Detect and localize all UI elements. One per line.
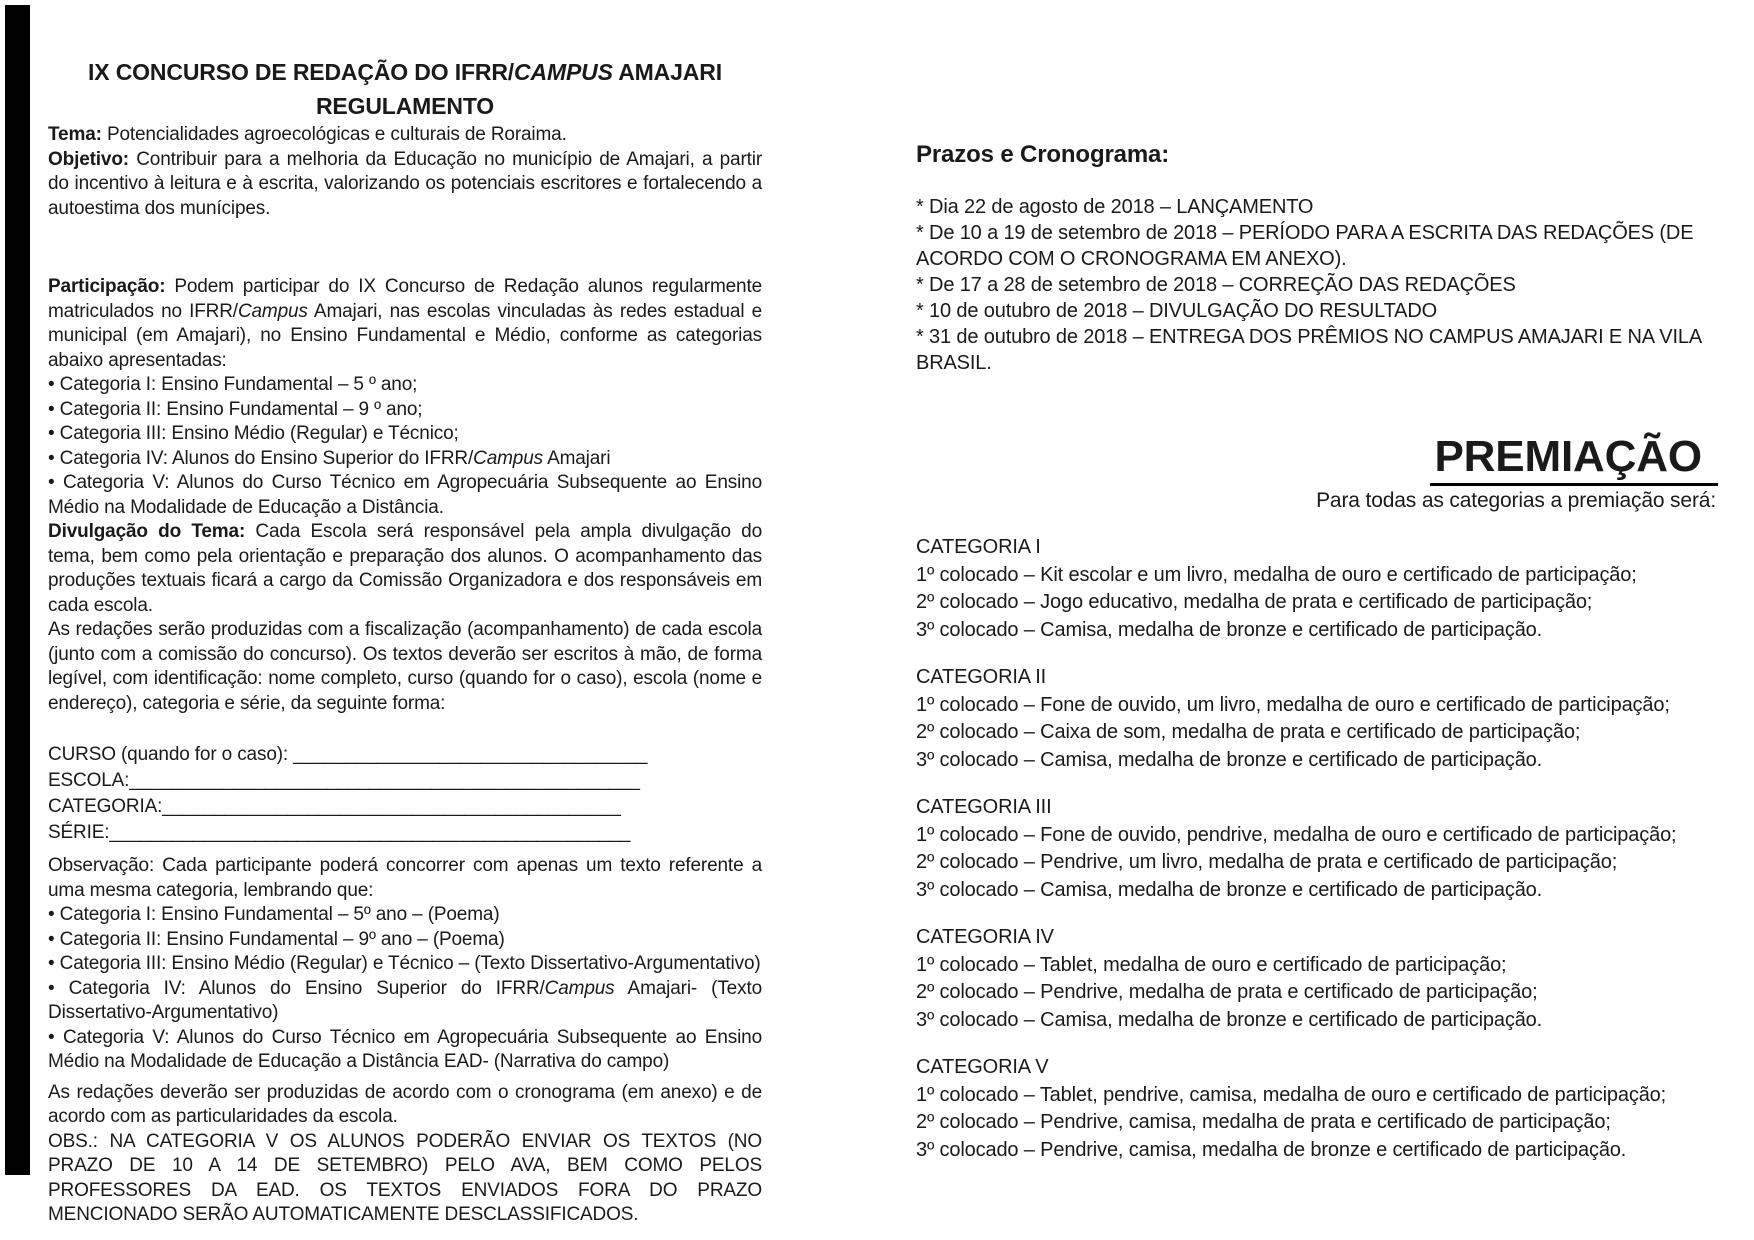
observacao-bullet-1: • Categoria I: Ensino Fundamental – 5º ano – (Poema) <box>48 904 500 925</box>
participacao-bullet-4: • Categoria IV: Alunos do Ensino Superior do IFRR/Campus Amajari <box>48 447 611 469</box>
categoria-iv-prize-3: 3º colocado – Camisa, medalha de bronze e certificado de participação. <box>916 1008 1543 1031</box>
participacao-bullet-3: • Categoria III: Ensino Médio (Regular) e Técnico; <box>48 423 459 444</box>
categoria-iii-title: CATEGORIA III <box>916 796 1052 818</box>
document-title-line2: REGULAMENTO <box>315 93 495 119</box>
final-section <box>48 1081 762 1228</box>
categoria-block-v <box>916 1054 1718 1164</box>
prazos-heading: Prazos e Cronograma: <box>916 141 1170 168</box>
premiacao-title: PREMIAÇÃO <box>916 432 1718 482</box>
premiacao-header <box>916 432 1718 514</box>
observacao-bullet-2: • Categoria II: Ensino Fundamental – 9º ano – (Poema) <box>48 928 505 950</box>
categoria-i-title: CATEGORIA I <box>916 536 1041 558</box>
categoria-v-title: CATEGORIA V <box>916 1056 1049 1078</box>
participacao-paragraph: Participação: Podem participar do IX Concurso de Redação alunos regularmente matriculados no IFRR/Campus Amajari, nas escolas vinculadas às redes estadual e municipal (em Amajari), no Ensino Fundamental e Médio, conforme as categorias abaixo apresentadas: <box>48 276 762 371</box>
prazos-item-4: * 10 de outubro de 2018 – DIVULGAÇÃO DO RESULTADO <box>916 300 1438 322</box>
cronograma-note-paragraph: As redações deverão ser produzidas de acordo com o cronograma (em anexo) e de acordo com as particularidades da escola. <box>48 1081 762 1127</box>
producao-paragraph: As redações serão produzidas com a fiscalização (acompanhamento) de cada escola (junto com a comissão do concurso). Os textos deverão ser escritos à mão, de forma legível, com identificação: nome completo, curso (quando for o caso), escola (nome e endereço), categoria e série, da seguinte forma: <box>48 619 762 714</box>
categoria-ii-title: CATEGORIA II <box>916 666 1047 688</box>
categoria-iii-prize-3: 3º colocado – Camisa, medalha de bronze e certificado de participação. <box>916 878 1543 901</box>
participacao-section <box>48 275 762 520</box>
observacao-paragraph: Observação: Cada participante poderá concorrer com apenas um texto referente a uma mesma categoria, lembrando que: <box>48 855 762 901</box>
categoria-block-ii <box>916 664 1718 774</box>
participacao-bullet-5: • Categoria V: Alunos do Curso Técnico em Agropecuária Subsequente ao Ensino Médio na Modalidade de Educação a Distância. <box>48 472 762 518</box>
observacao-section <box>48 854 762 1075</box>
participacao-bullet-1: • Categoria I: Ensino Fundamental – 5 º ano; <box>48 374 418 395</box>
categoria-iv-title: CATEGORIA IV <box>916 926 1054 948</box>
categoria-i-prize-3: 3º colocado – Camisa, medalha de bronze e certificado de participação. <box>916 618 1543 641</box>
categoria-iv-prize-1: 1º colocado – Tablet, medalha de ouro e certificado de participação; <box>916 953 1507 976</box>
categoria-block-iii <box>916 794 1718 904</box>
participacao-bullet-2: • Categoria II: Ensino Fundamental – 9 º ano; <box>48 398 423 420</box>
prazos-list <box>916 194 1718 376</box>
form-line-serie: SÉRIE:__________________________________________________ <box>48 822 631 843</box>
left-edge-scan-bar <box>5 5 30 1175</box>
prazos-item-3: * De 17 a 28 de setembro de 2018 – CORREÇÃO DAS REDAÇÕES <box>916 274 1516 296</box>
categoria-iii-prize-1: 1º colocado – Fone de ouvido, pendrive, medalha de ouro e certificado de participação; <box>916 823 1677 846</box>
prazos-item-5: * 31 de outubro de 2018 – ENTREGA DOS PRÊMIOS NO CAMPUS AMAJARI E NA VILA BRASIL. <box>916 326 1701 374</box>
document-title <box>48 55 762 123</box>
categoria-ii-prize-1: 1º colocado – Fone de ouvido, um livro, medalha de ouro e certificado de participação; <box>916 693 1670 716</box>
divulgacao-paragraph: Divulgação do Tema: Cada Escola será responsável pela ampla divulgação do tema, bem como pela orientação e preparação dos alunos. O acompanhamento das produções textuais ficará a cargo da Comissão Organizadora e dos responsáveis em cada escola. <box>48 521 762 616</box>
identification-form <box>48 742 762 846</box>
premiacao-subtitle: Para todas as categorias a premiação será: <box>1316 489 1716 512</box>
left-column <box>48 55 762 1228</box>
observacao-bullet-5: • Categoria V: Alunos do Curso Técnico em Agropecuária Subsequente ao Ensino Médio na Modalidade de Educação a Distância EAD- (Narrativa do campo) <box>48 1026 762 1072</box>
prazos-item-1: * Dia 22 de agosto de 2018 – LANÇAMENTO <box>916 196 1314 218</box>
objetivo-paragraph: Objetivo: Contribuir para a melhoria da Educação no município de Amajari, a partir do incentivo à leitura e à escrita, valorizando os potenciais escritores e fortalecendo a autoestima dos munícipes. <box>48 148 762 219</box>
categoria-v-prize-3: 3º colocado – Pendrive, camisa, medalha de bronze e certificado de participação. <box>916 1138 1627 1161</box>
form-line-escola: ESCOLA:_________________________________________________ <box>48 770 640 791</box>
obs-paragraph: OBS.: NA CATEGORIA V OS ALUNOS PODERÃO ENVIAR OS TEXTOS (NO PRAZO DE 10 A 14 DE SETEMBRO) PELO AVA, BEM COMO PELOS PROFESSORES DA EAD. OS TEXTOS ENVIADOS FORA DO PRAZO MENCIONADO SERÃO AUTOMATICAMENTE DESCLASSIFICADOS. <box>48 1130 762 1225</box>
observacao-bullet-3: • Categoria III: Ensino Médio (Regular) e Técnico – (Texto Dissertativo-Argumentativo) <box>48 953 761 974</box>
categoria-v-prize-1: 1º colocado – Tablet, pendrive, camisa, medalha de ouro e certificado de participação; <box>916 1083 1667 1106</box>
categoria-i-prize-2: 2º colocado – Jogo educativo, medalha de prata e certificado de participação; <box>916 591 1593 613</box>
tema-paragraph: Tema: Potencialidades agroecológicas e culturais de Roraima. <box>48 124 567 145</box>
document-title-line1: IX CONCURSO DE REDAÇÃO DO IFRR/CAMPUS AMAJARI <box>88 59 722 85</box>
categoria-ii-prize-3: 3º colocado – Camisa, medalha de bronze e certificado de participação. <box>916 748 1543 771</box>
prazos-item-2: * De 10 a 19 de setembro de 2018 – PERÍODO PARA A ESCRITA DAS REDAÇÕES (DE ACORDO COM O CRONOGRAMA EM ANEXO). <box>916 222 1694 270</box>
observacao-bullet-4: • Categoria IV: Alunos do Ensino Superior do IFRR/Campus Amajari- (Texto Dissertativo-Argumentativo) <box>48 977 762 1023</box>
categoria-ii-prize-2: 2º colocado – Caixa de som, medalha de prata e certificado de participação; <box>916 721 1581 743</box>
form-line-curso: CURSO (quando for o caso): __________________________________ <box>48 744 648 765</box>
categoria-v-prize-2: 2º colocado – Pendrive, camisa, medalha de prata e certificado de participação; <box>916 1111 1611 1133</box>
right-column <box>916 140 1718 1164</box>
categoria-iii-prize-2: 2º colocado – Pendrive, um livro, medalha de prata e certificado de participação; <box>916 851 1618 873</box>
form-line-categoria: CATEGORIA:____________________________________________ <box>48 796 621 817</box>
categoria-block-iv <box>916 924 1718 1034</box>
categoria-i-prize-1: 1º colocado – Kit escolar e um livro, medalha de ouro e certificado de participação; <box>916 563 1637 586</box>
categoria-iv-prize-2: 2º colocado – Pendrive, medalha de prata e certificado de participação; <box>916 981 1538 1003</box>
categoria-block-i <box>916 534 1718 644</box>
